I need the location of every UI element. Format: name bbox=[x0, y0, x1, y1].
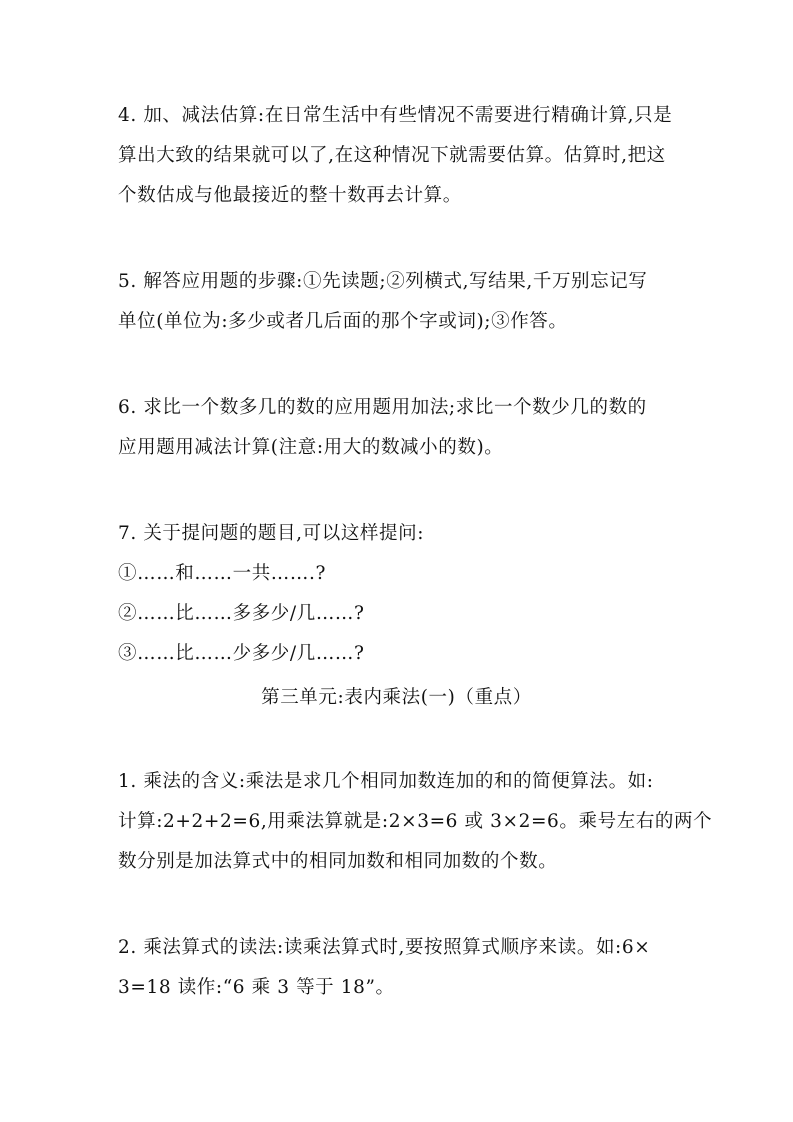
text-line: 1. 乘法的含义:乘法是求几个相同加数连加的和的简便算法。如: bbox=[118, 771, 654, 792]
text-line: 个数估成与他最接近的整十数再去计算。 bbox=[118, 185, 462, 206]
text-line: 应用题用减法计算(注意:用大的数减小的数)。 bbox=[118, 437, 504, 458]
list-item: ②……比……多多少/几……? bbox=[118, 603, 365, 624]
section-heading: 第三单元:表内乘法(一)（重点） bbox=[261, 687, 532, 708]
list-item: ①……和……一共…….? bbox=[118, 563, 326, 584]
text-line: 单位(单位为:多少或者几后面的那个字或词);③作答。 bbox=[118, 311, 568, 332]
text-line: 计算:2+2+2=6,用乘法算就是:2×3=6 或 3×2=6。乘号左右的两个 bbox=[118, 811, 713, 832]
text-line: 4. 加、减法估算:在日常生活中有些情况不需要进行精确计算,只是 bbox=[118, 105, 673, 126]
text-line: 2. 乘法算式的读法:读乘法算式时,要按照算式顺序来读。如:6× bbox=[118, 937, 651, 958]
list-item: ③……比……少多少/几……? bbox=[118, 643, 365, 664]
text-line: 5. 解答应用题的步骤:①先读题;②列横式,写结果,千万别忘记写 bbox=[118, 271, 648, 292]
text-line: 7. 关于提问题的题目,可以这样提问: bbox=[118, 523, 425, 544]
text-line: 3=18 读作:“6 乘 3 等于 18”。 bbox=[118, 977, 395, 998]
text-line: 算出大致的结果就可以了,在这种情况下就需要估算。估算时,把这 bbox=[118, 145, 666, 166]
text-line: 6. 求比一个数多几的数的应用题用加法;求比一个数少几的数的 bbox=[118, 397, 647, 418]
text-line: 数分别是加法算式中的相同加数和相同加数的个数。 bbox=[118, 851, 558, 872]
